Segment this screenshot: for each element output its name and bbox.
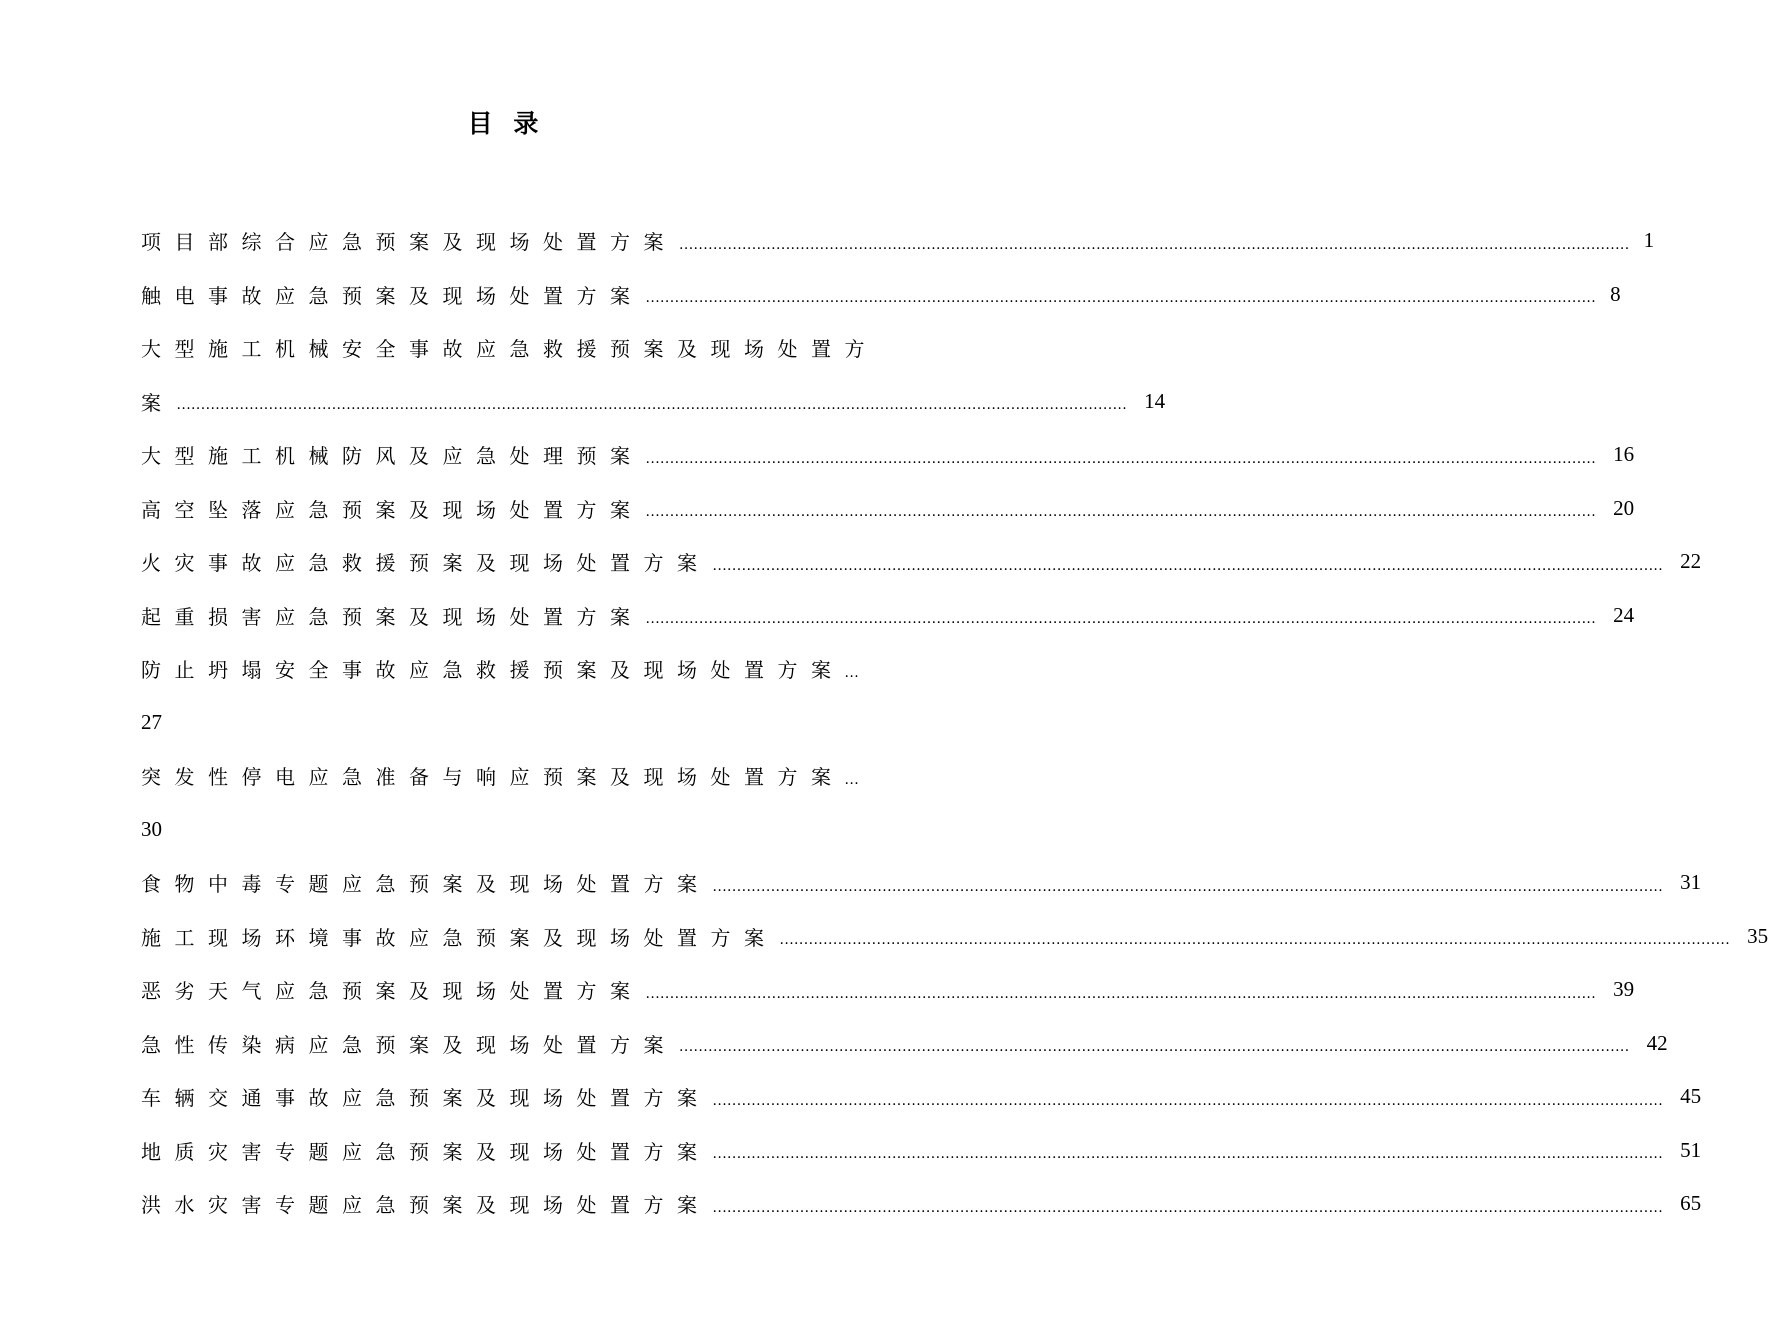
toc-leader-dots: .................................................................................................................................................................................................... bbox=[645, 611, 1597, 628]
toc-entry-title: 大型施工机械安全事故应急救援预案及现场处置方 bbox=[141, 337, 878, 362]
toc-leader-dots: .................................................................................................................................................................................................... bbox=[645, 450, 1597, 467]
toc-entry[interactable] bbox=[141, 749, 871, 803]
toc-entry-page: 16 bbox=[1613, 442, 1635, 467]
toc-entry-page: 22 bbox=[1680, 549, 1702, 574]
toc-leader-dots: .................................................................................................................................................................................................... bbox=[645, 985, 1597, 1002]
toc-entry[interactable] bbox=[141, 963, 1635, 1017]
toc-entry-title: 地质灾害专题应急预案及现场处置方案 bbox=[141, 1139, 711, 1164]
toc-entry[interactable] bbox=[141, 428, 1635, 482]
toc-entry-page: 39 bbox=[1613, 977, 1635, 1002]
toc-entry[interactable] bbox=[141, 321, 878, 375]
toc-entry[interactable] bbox=[141, 1017, 1668, 1071]
toc-trailing-dots: ... bbox=[844, 664, 860, 681]
toc-leader-dots: .................................................................................................................................................................................................... bbox=[645, 290, 1597, 307]
toc-leader-dots: .................................................................................................................................................................................................... bbox=[645, 504, 1597, 521]
toc-entry-title: 防止坍塌安全事故应急救援预案及现场处置方案 bbox=[141, 658, 845, 683]
toc-entry-title: 突发性停电应急准备与响应预案及现场处置方案 bbox=[141, 765, 845, 790]
toc-entry-title-continuation: 案 bbox=[141, 390, 175, 415]
toc-entry-title: 恶劣天气应急预案及现场处置方案 bbox=[141, 979, 644, 1004]
toc-entry-page: 1 bbox=[1643, 228, 1655, 253]
toc-entry-page: 45 bbox=[1680, 1084, 1702, 1109]
toc-entry-page: 24 bbox=[1613, 602, 1635, 627]
toc-leader-dots: .................................................................................................................................................................................................... bbox=[176, 397, 1128, 414]
toc-entry-title: 车辆交通事故应急预案及现场处置方案 bbox=[141, 1086, 711, 1111]
toc-entry[interactable] bbox=[141, 589, 1635, 643]
toc-entry[interactable] bbox=[141, 856, 1702, 910]
toc-entry-continuation[interactable] bbox=[141, 375, 1166, 429]
toc-entry[interactable] bbox=[141, 1124, 1702, 1178]
toc-entry-title: 大型施工机械防风及应急处理预案 bbox=[141, 444, 644, 469]
toc-heading: 目 录 bbox=[467, 109, 545, 138]
toc-entry-title: 高空坠落应急预案及现场处置方案 bbox=[141, 497, 644, 522]
toc-entry-title: 施工现场环境事故应急预案及现场处置方案 bbox=[141, 925, 778, 950]
toc-entry[interactable] bbox=[141, 1177, 1702, 1231]
toc-entry-page: 14 bbox=[1144, 388, 1166, 413]
toc-entry-title: 洪水灾害专题应急预案及现场处置方案 bbox=[141, 1193, 711, 1218]
toc-entry-page: 31 bbox=[1680, 870, 1702, 895]
toc-leader-dots: .................................................................................................................................................................................................... bbox=[712, 878, 1664, 895]
toc-entry-page: 65 bbox=[1680, 1191, 1702, 1216]
toc-leader-dots: .................................................................................................................................................................................................... bbox=[779, 932, 1731, 949]
toc-entry-title: 项目部综合应急预案及现场处置方案 bbox=[141, 230, 677, 255]
toc-trailing-dots: ... bbox=[844, 771, 860, 788]
toc-entry-page: 42 bbox=[1646, 1030, 1668, 1055]
toc-entry-page-line[interactable] bbox=[141, 803, 871, 857]
toc-entry-title: 触电事故应急预案及现场处置方案 bbox=[141, 283, 644, 308]
toc-leader-dots: .................................................................................................................................................................................................... bbox=[679, 1039, 1630, 1056]
toc-entry-title: 食物中毒专题应急预案及现场处置方案 bbox=[141, 872, 711, 897]
toc-entry[interactable] bbox=[141, 268, 1621, 322]
toc-leader-dots: .................................................................................................................................................................................................... bbox=[712, 1092, 1664, 1109]
toc-entry[interactable] bbox=[141, 910, 1768, 964]
toc-entry-title: 火灾事故应急救援预案及现场处置方案 bbox=[141, 551, 711, 576]
toc-leader-dots: .................................................................................................................................................................................................... bbox=[679, 236, 1630, 253]
toc-entry[interactable] bbox=[141, 1070, 1702, 1124]
toc-entry-page: 8 bbox=[1610, 281, 1621, 306]
toc-entry[interactable] bbox=[141, 535, 1702, 589]
toc-entry[interactable] bbox=[141, 214, 1655, 268]
toc-leader-dots: .................................................................................................................................................................................................... bbox=[712, 1146, 1664, 1163]
toc-entry-page: 27 bbox=[141, 709, 162, 734]
toc-leader-dots: .................................................................................................................................................................................................... bbox=[712, 1199, 1664, 1216]
toc-entry-page: 20 bbox=[1613, 495, 1635, 520]
toc-entry[interactable] bbox=[141, 482, 1635, 536]
toc-entry-page-line[interactable] bbox=[141, 696, 871, 750]
toc-entry-title: 起重损害应急预案及现场处置方案 bbox=[141, 604, 644, 629]
toc-entry-title: 急性传染病应急预案及现场处置方案 bbox=[141, 1032, 677, 1057]
toc-entry-page: 30 bbox=[141, 816, 162, 841]
table-of-contents bbox=[141, 214, 1768, 1231]
toc-entry[interactable] bbox=[141, 642, 871, 696]
toc-entry-page: 35 bbox=[1747, 923, 1768, 948]
toc-leader-dots: .................................................................................................................................................................................................... bbox=[712, 557, 1664, 574]
toc-entry-page: 51 bbox=[1680, 1137, 1702, 1162]
